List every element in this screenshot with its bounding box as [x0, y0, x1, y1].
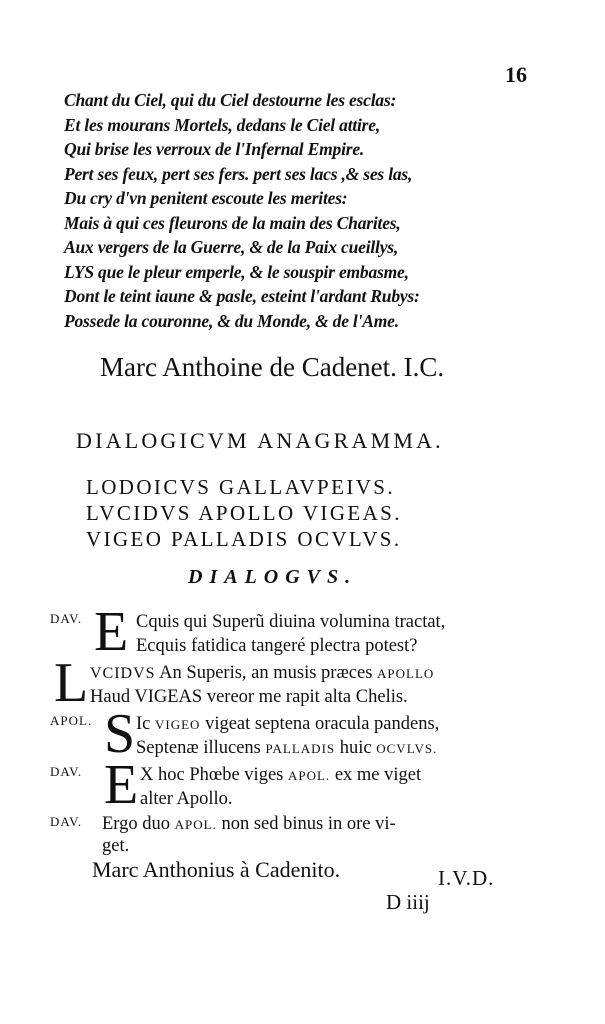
verse-text: vigeat septena oracula pandens, — [200, 714, 440, 734]
anagram-title: DIALOGICVM ANAGRAMMA. — [76, 428, 444, 453]
verse-line: Cquis qui Superũ diuina volumina tractat, — [136, 612, 446, 632]
dialogue-verse — [50, 812, 520, 862]
verse-line: alter Apollo. — [140, 789, 233, 809]
poem-line: Chant du Ciel, qui du Ciel destourne les esclas: — [64, 90, 397, 110]
verse-text: huic — [335, 738, 377, 758]
drop-cap: E — [104, 754, 139, 816]
poem-line: Qui brise les verroux de l'Infernal Empire. — [64, 139, 365, 159]
speaker-label: DAV. — [50, 814, 83, 829]
dialogue-verse — [50, 754, 520, 816]
verse-line — [102, 812, 396, 837]
dialogue-verse — [50, 601, 520, 663]
verse-text: Ic — [136, 714, 155, 734]
verse-line — [136, 736, 437, 761]
dialogue — [50, 601, 520, 862]
verse-text: X hoc Phœbe viges — [140, 765, 288, 785]
verse-line — [140, 763, 421, 788]
speaker-label: DAV. — [50, 611, 83, 626]
page-number: 16 — [505, 62, 527, 87]
drop-cap: E — [94, 601, 129, 663]
signature-mark: D iiij — [386, 890, 430, 914]
poem-line: Dont le teint iaune & pasle, esteint l'ardant Rubys: — [64, 286, 420, 306]
verse-smallcaps: PALLADIS — [265, 741, 336, 756]
poem-line: Pert ses feux, pert ses fers. pert ses lacs ,& ses las, — [64, 163, 413, 184]
poem — [64, 88, 544, 333]
speaker-label: DAV. — [50, 764, 83, 779]
anagram-block — [86, 474, 402, 552]
verse-text: Septenæ illucens — [136, 738, 266, 758]
author-line: Marc Anthoine de Cadenet. I.C. — [100, 352, 445, 382]
author-latin: Marc Anthonius à Cadenito. — [92, 857, 341, 882]
verse-line: Haud VIGEAS vereor me rapit alta Chelis. — [90, 687, 408, 707]
speaker-label: APOL. — [50, 713, 93, 728]
verse-smallcaps: VIGEO — [155, 717, 201, 732]
verse-line: Ecquis fatidica tangeré plectra potest? — [136, 636, 418, 656]
verse-text: Ergo duo — [102, 814, 175, 834]
verse-text: ex me viget — [330, 765, 422, 785]
verse-line: get. — [102, 836, 130, 856]
poem-line: Possede la couronne, & du Monde, & de l'Ame. — [64, 310, 399, 331]
verse-text: An Superis, an musis præces — [155, 663, 378, 683]
verse-smallcaps: APOLLO — [377, 666, 435, 681]
poem-line: Du cry d'vn penitent escoute les merites: — [64, 188, 348, 208]
dialogue-title: DIALOGVS. — [188, 566, 358, 588]
poem-line: Aux vergers de la Guerre, & de la Paix cueillys, — [64, 237, 399, 257]
anagram-line: LVCIDVS APOLLO VIGEAS. — [86, 501, 402, 525]
verse-line — [90, 661, 434, 686]
drop-cap: S — [104, 703, 136, 765]
verse-smallcaps: APOL. — [174, 817, 217, 832]
verse-smallcaps: APOL. — [287, 768, 331, 783]
degree: I.V.D. — [438, 866, 495, 890]
anagram-line: VIGEO PALLADIS OCVLVS. — [86, 527, 402, 551]
poem-line: LYS que le pleur emperle, & le souspir embasme, — [64, 261, 409, 282]
poem-line: Mais à qui ces fleurons de la main des Charites, — [64, 212, 401, 233]
verse-line — [136, 712, 439, 737]
drop-cap: L — [54, 652, 89, 714]
verse-text: VCIDVS — [90, 665, 156, 682]
poem-line: Et les mourans Mortels, dedans le Ciel attire, — [64, 114, 381, 135]
verse-smallcaps: OCVLVS. — [376, 741, 438, 756]
anagram-line: LODOICVS GALLAVPEIVS. — [86, 475, 396, 499]
verse-text: non sed binus in ore vi- — [216, 814, 396, 834]
